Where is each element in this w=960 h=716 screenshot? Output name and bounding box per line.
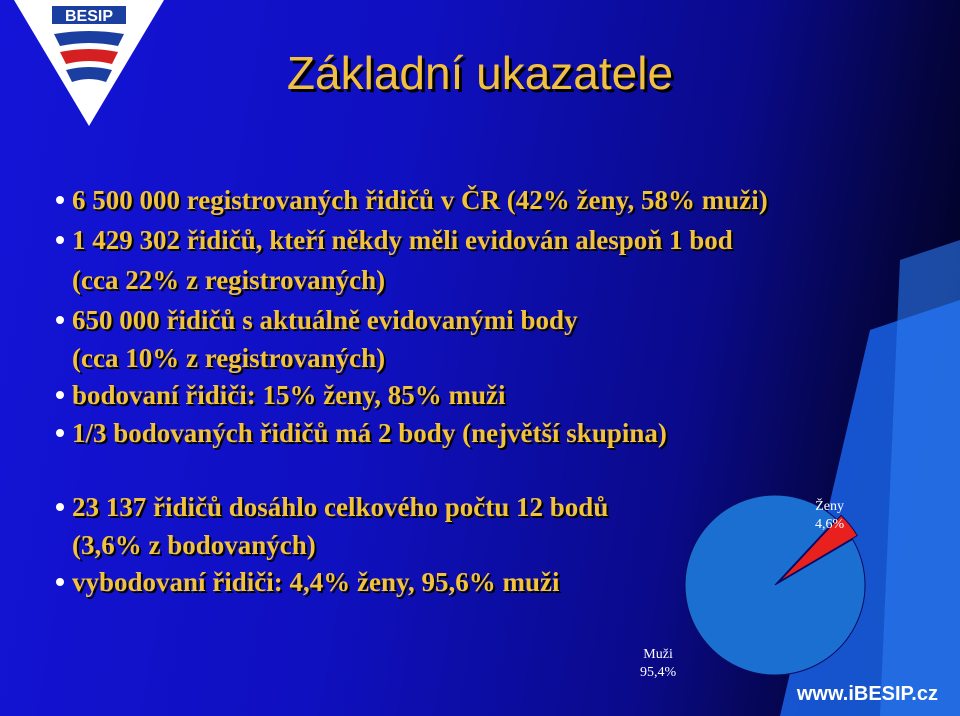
svg-text:BESIP: BESIP [64,8,114,25]
pie-label-women-value: 4,6% [815,517,845,532]
bullet-item [56,567,560,598]
pie-label-men [640,646,676,682]
bullet-dot [56,196,64,204]
bullet-item [56,492,608,523]
bullet-text: 23 137 řidičů dosáhlo celkového počtu 12 bodů [72,492,609,522]
bullet-dot [56,578,64,586]
pie-label-men-name: Muži [643,647,673,662]
bullet-item [56,225,733,256]
bullet-dot [56,503,64,511]
pie-label-men-value: 95,4% [640,665,677,680]
bullet-continuation: (cca 22% z registrovaných) [72,265,386,295]
bullet-dot [56,316,64,324]
pie-label-women [815,498,844,534]
bullet-text: 6 500 000 registrovaných řidičů v ČR (42% ženy, 58% muži) [72,185,768,215]
bullet-text: 650 000 řidičů s aktuálně evidovanými body [72,305,578,335]
bullet-dot [56,236,64,244]
bullet-continuation: (3,6% z bodovaných) [72,530,316,560]
bullet-continuation: (cca 10% z registrovaných) [72,343,386,373]
bullet-item [56,380,506,411]
bullet-text: bodovaní řidiči: 15% ženy, 85% muži [72,380,506,410]
pie-label-women-name: Ženy [815,499,844,514]
bullet-dot [56,429,64,437]
bullet-item [56,185,768,216]
slide-title: Základní ukazatele [286,47,674,99]
bullet-text: vybodovaní řidiči: 4,4% ženy, 95,6% muži [72,567,560,597]
website-url[interactable]: www.iBESIP.cz [796,683,938,705]
bullet-item [56,305,578,336]
bullet-text: 1/3 bodovaných řidičů má 2 body (největší skupina) [72,418,667,448]
bullet-item [56,418,667,449]
bullet-text: 1 429 302 řidičů, kteří někdy měli evidován alespoň 1 bod [72,225,733,255]
bullet-dot [56,391,64,399]
